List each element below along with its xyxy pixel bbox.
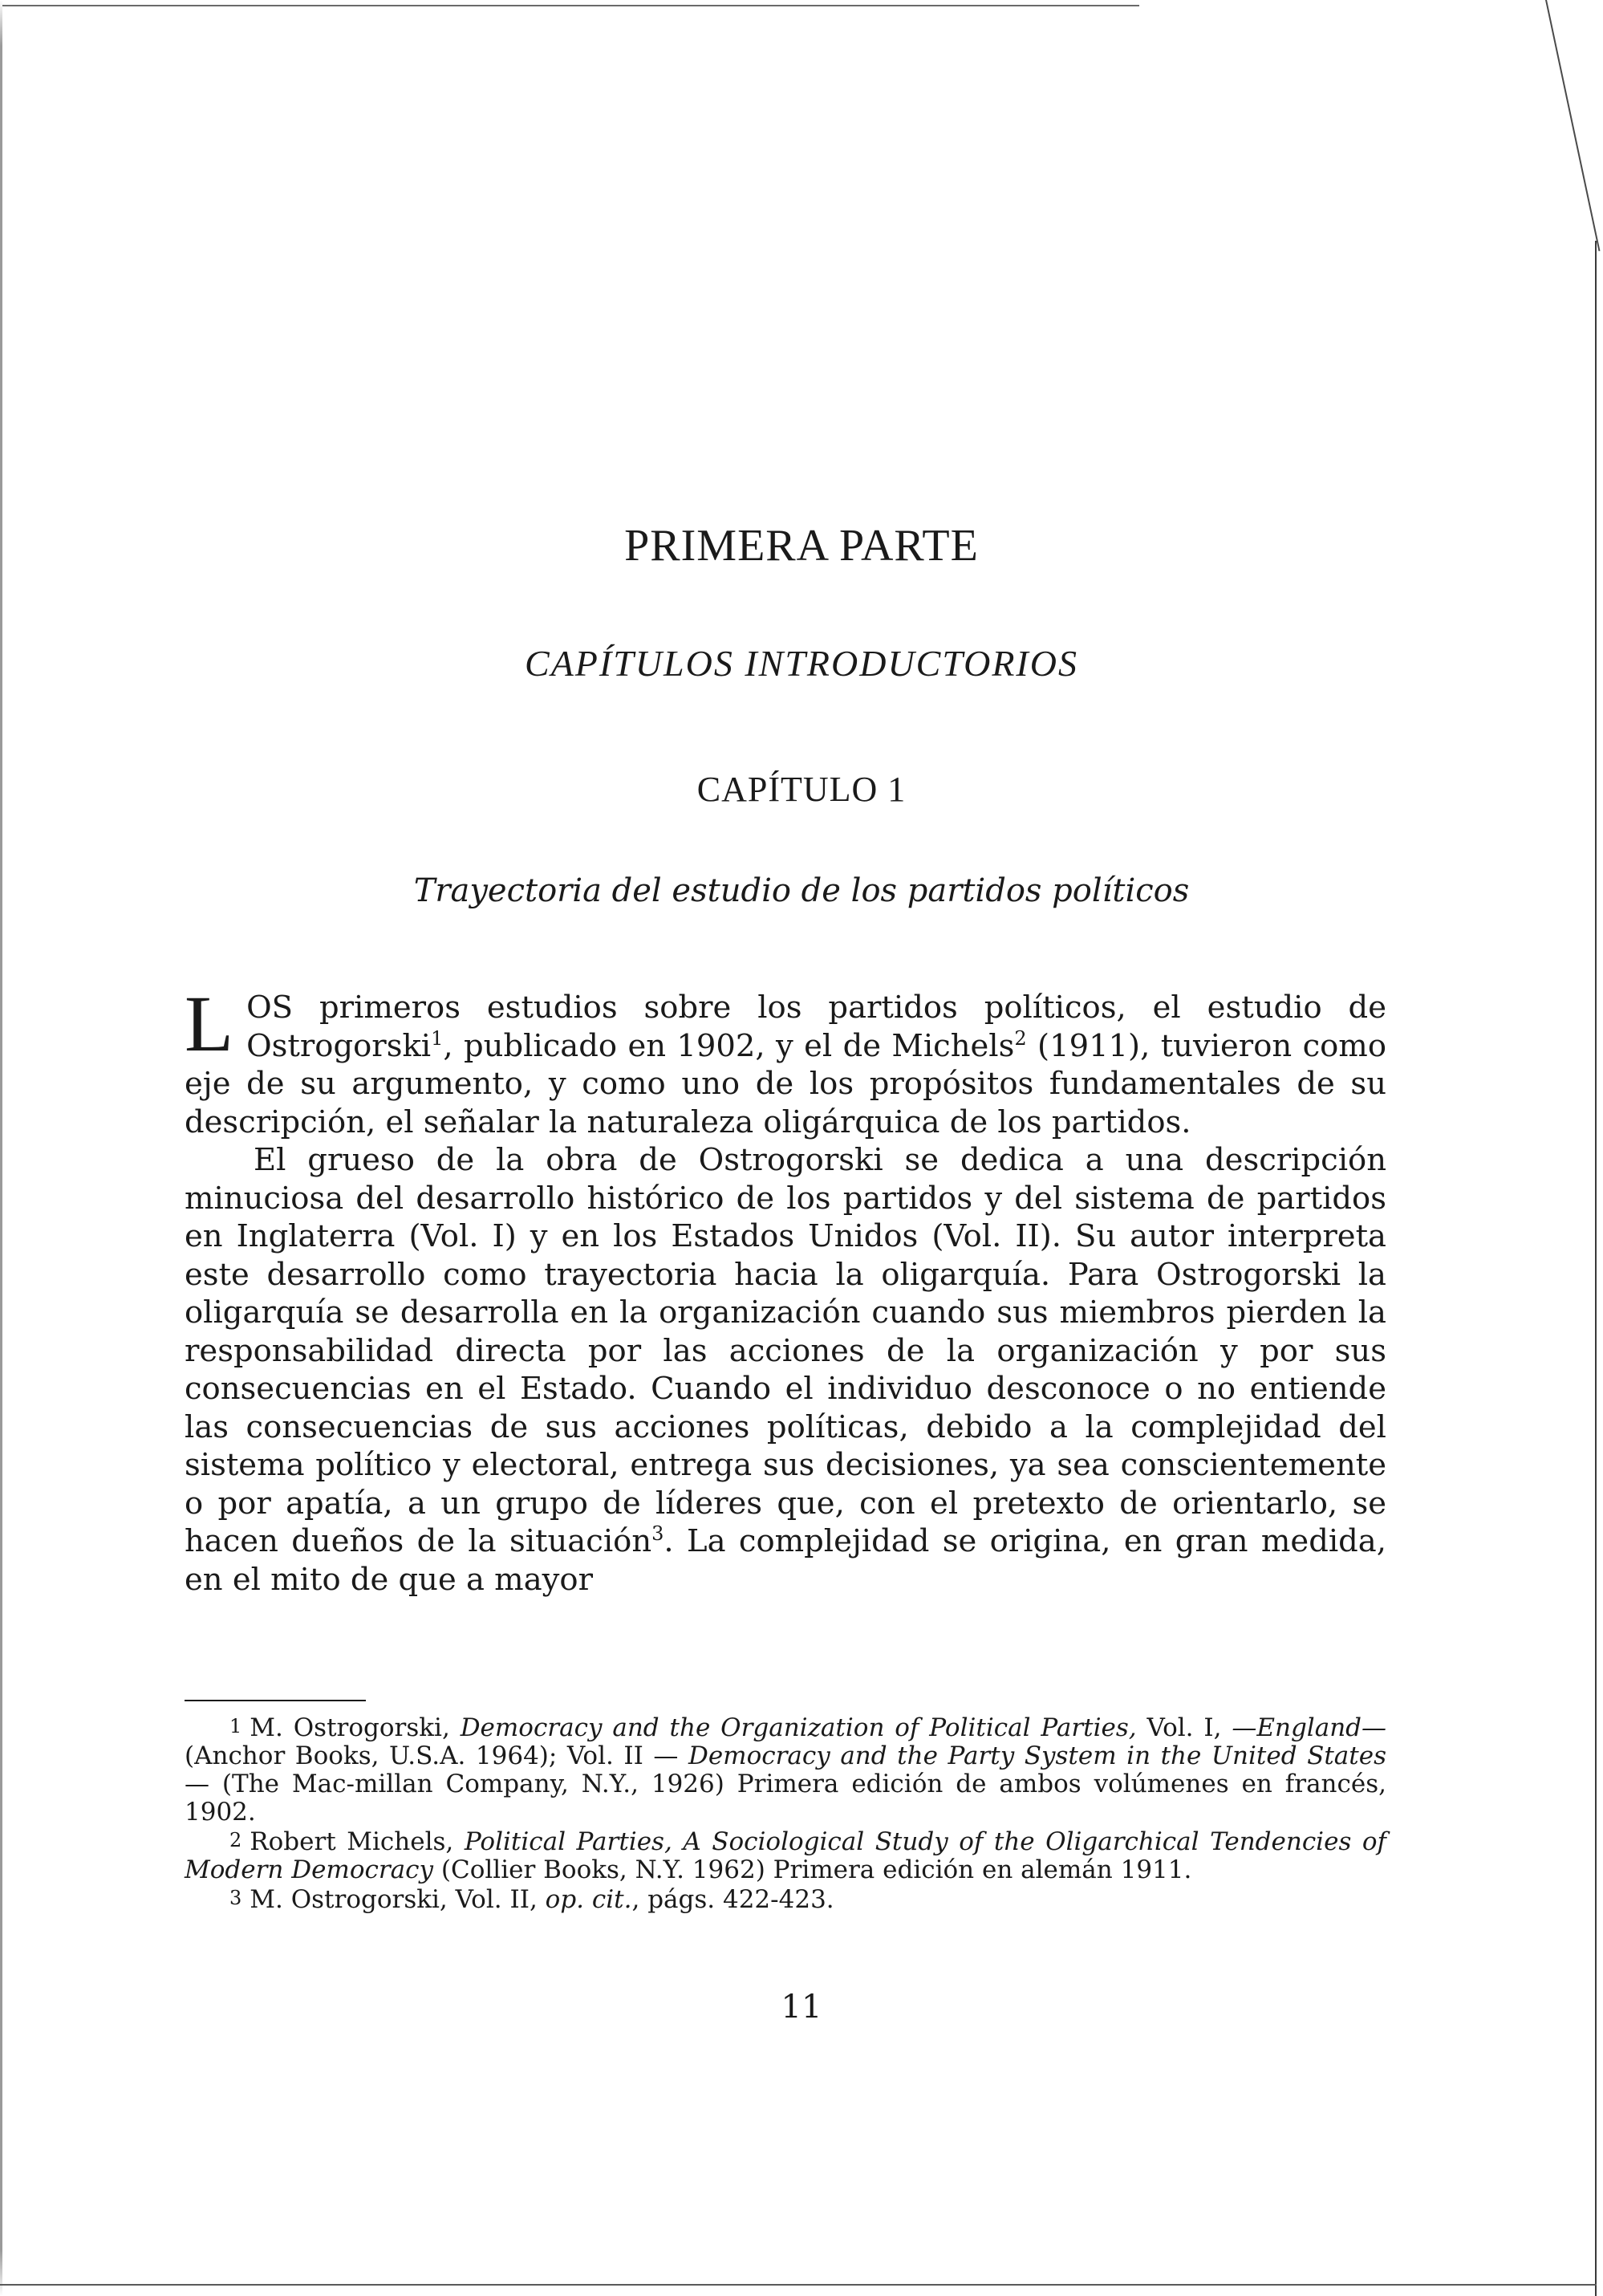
body-text [185,979,1386,1599]
section-heading: CAPÍTULOS INTRODUCTORIOS [525,643,1078,684]
paragraph-1-text-a: OS primeros estudios sobre los partidos políticos, el estudio de Ostrogorski [246,990,1386,1064]
footnote-number: 3 [229,1887,242,1909]
footnote-1-part: Democracy and the Party System in the United States [688,1741,1386,1770]
scan-edge-left [0,0,2,2296]
paragraph-2 [185,1141,1386,1599]
footnote-number: 1 [229,1715,242,1737]
footnote-3 [185,1884,1386,1914]
footnote-2-part: (Collier Books, N.Y. 1962) Primera edición en alemán 1911. [433,1855,1192,1884]
footnote-1-part: Democracy and the Organization of Political Parties, [460,1713,1137,1742]
paragraph-2-text-a: El grueso de la obra de Ostrogorski se dedica a una descripción minuciosa del desarrollo histórico de los partidos y del sistema de partidos en Inglaterra (Vol. I) y en los Estados Unidos (Vol. II). Su autor interpreta este desarrollo como trayectoria hacia la oligarquía. Para Ostrogorski la oligarquía se desarrolla en la organización cuando sus miembros pierden la responsabilidad directa por las acciones de la organización y por sus consecuencias en el Estado. Cuando el individuo desconoce o no entiende las consecuencias de sus acciones políticas, debido a la complejidad del sistema político y electoral, entrega sus decisiones, ya sea conscientemente o por apatía, a un grupo de líderes que, con el pretexto de orientarlo, se hacen dueños de la situación [185,1142,1386,1559]
footnote-number: 2 [229,1829,242,1851]
footnote-1-part: —England— [1232,1713,1387,1742]
footnote-1-part: M. Ostrogorski, [250,1713,461,1742]
footnote-3-part: op. cit. [545,1885,632,1914]
chapter-number: CAPÍTULO 1 [696,770,907,809]
paragraph-1-text-c: (1911), tuvieron como eje de su argumento, y como uno de los propósitos fundamentales de su descripción, el señalar la naturaleza oligárquica de los partidos. [185,1027,1386,1140]
footnote-1-part: — (The Mac-millan Company, N.Y., 1926) Primera edición de ambos volúmenes en francés, 1902. [185,1770,1386,1827]
scan-edge-bottom [0,2284,1597,2286]
drop-cap: L [185,979,234,1068]
footnote-2-part: Political Parties, A Sociological Study of the Oligarchical Tendencies of Modern Democracy [185,1827,1387,1884]
scan-edge-diagonal [1545,0,1600,251]
footnote-1-part: Vol. I, [1136,1713,1232,1742]
footnote-rule [185,1700,366,1701]
paragraph-2-text-b: . La complejidad se origina, en gran medida, en el mito de que a mayor [185,1523,1386,1598]
footnote-ref-3: 3 [651,1522,664,1545]
footnote-3-part: , págs. 422-423. [631,1885,834,1914]
page-number: 11 [781,1989,822,2026]
footnote-ref-2: 2 [1014,1026,1027,1050]
footnotes [185,1713,1386,1914]
footnote-2 [185,1827,1386,1884]
footnote-ref-1: 1 [431,1026,444,1050]
footnote-1-part: (Anchor Books, U.S.A. 1964); Vol. II — [185,1741,688,1770]
chapter-title: Trayectoria del estudio de los partidos políticos [413,872,1190,909]
part-heading: PRIMERA PARTE [624,521,979,571]
paragraph-1-text-b: , publicado en 1902, y el de Michels [443,1027,1015,1064]
footnote-2-part: Robert Michels, [250,1827,465,1856]
footnote-3-part: M. Ostrogorski, Vol. II, [250,1885,546,1914]
footnote-1 [185,1713,1386,1827]
scan-edge-top [0,5,1139,6]
paragraph-1 [185,979,1386,1141]
